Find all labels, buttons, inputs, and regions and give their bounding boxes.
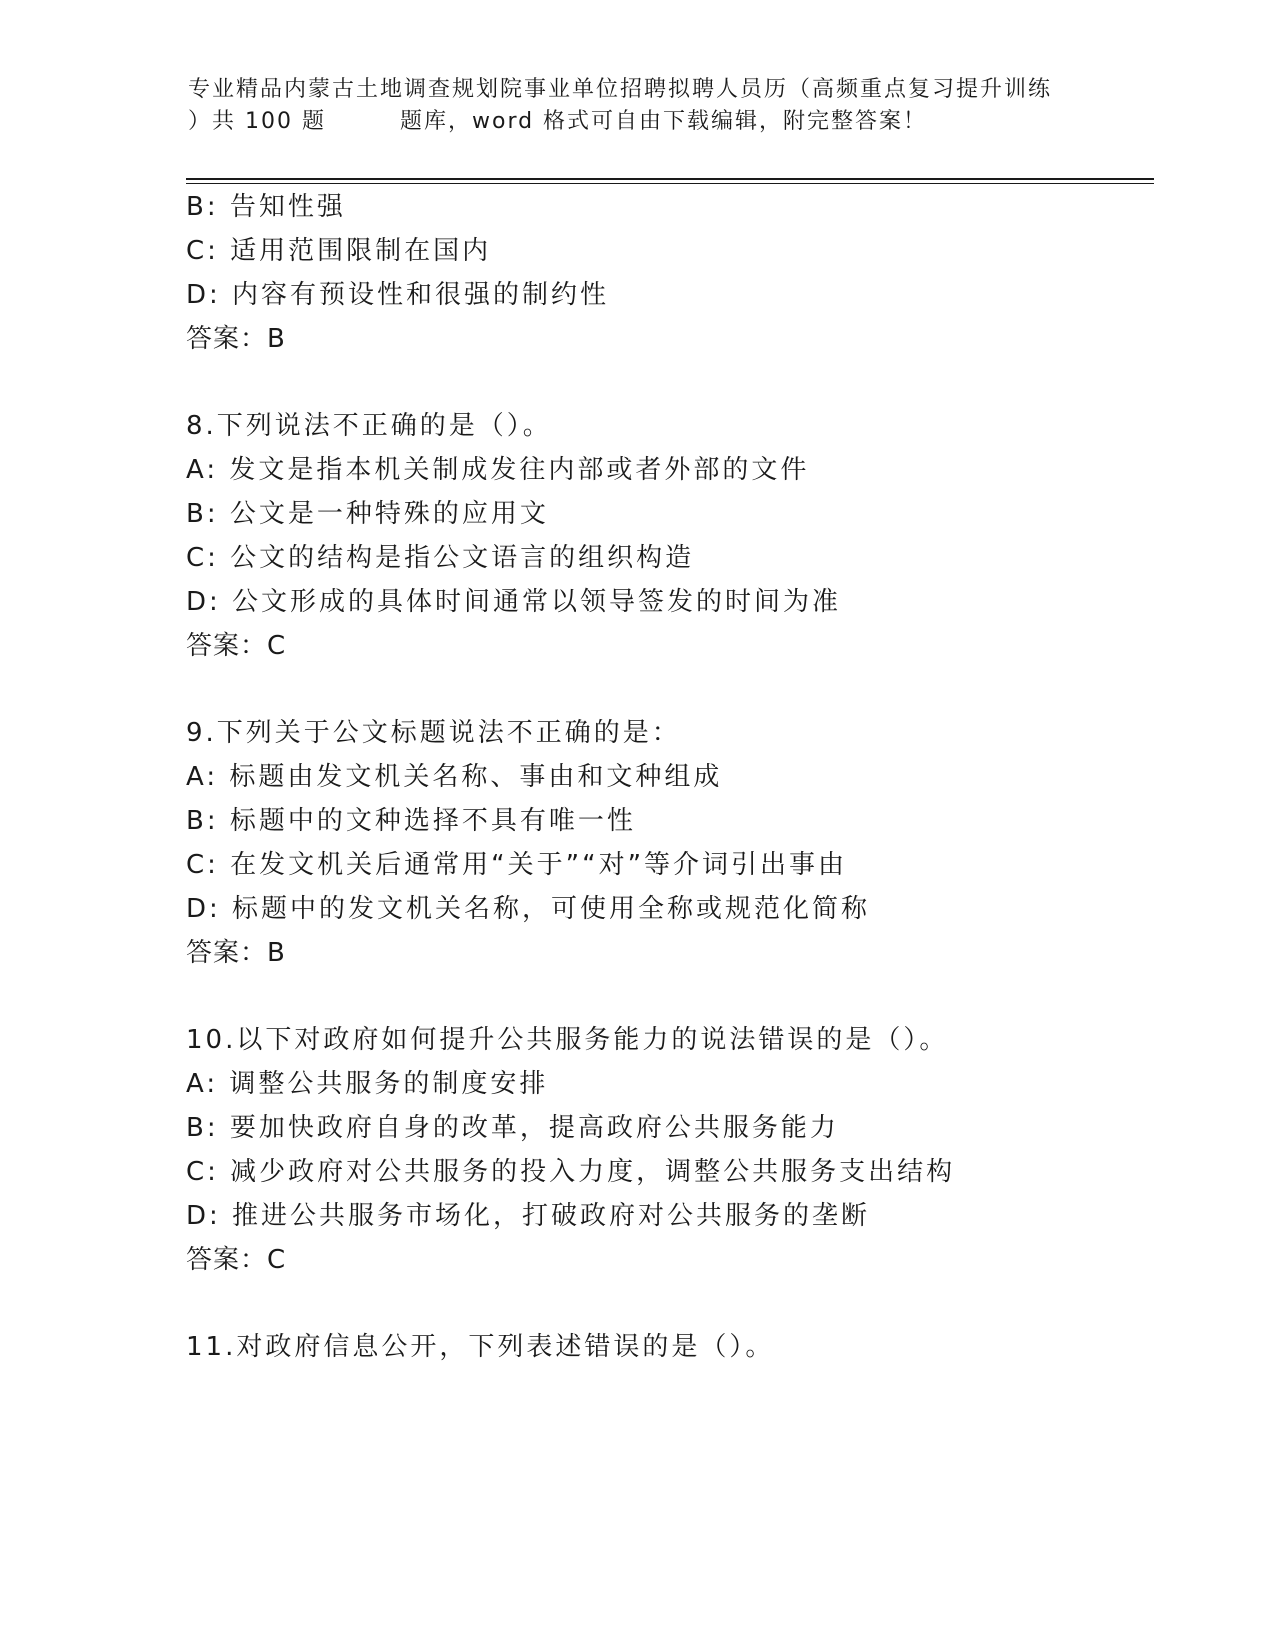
option-a: A: 调整公共服务的制度安排 [186, 1069, 549, 1099]
header-title-count: ）共 100 题 [188, 109, 326, 134]
header-title-line-2 [188, 106, 1088, 138]
option-c: C: 减少政府对公共服务的投入力度，调整公共服务支出结构 [186, 1157, 956, 1187]
question-stem: 9.下列关于公文标题说法不正确的是： [186, 718, 681, 748]
option-d: D: 推进公共服务市场化，打破政府对公共服务的垄断 [186, 1201, 871, 1231]
page-header [188, 74, 1088, 138]
question-stem: 11.对政府信息公开，下列表述错误的是（）。 [186, 1332, 775, 1362]
header-title-note: 题库，word 格式可自由下载编辑，附完整答案！ [399, 109, 928, 134]
header-divider-thin [186, 183, 1154, 184]
option-c: C: 适用范围限制在国内 [186, 236, 492, 266]
option-b: B: 标题中的文种选择不具有唯一性 [186, 806, 636, 836]
question-stem: 8.下列说法不正确的是（）。 [186, 411, 552, 441]
option-b: B: 公文是一种特殊的应用文 [186, 499, 549, 529]
answer: 答案：C [186, 631, 287, 661]
header-divider-thick [186, 178, 1154, 180]
option-a: A: 标题由发文机关名称、事由和文种组成 [186, 762, 723, 792]
option-d: D: 内容有预设性和很强的制约性 [186, 280, 610, 310]
option-c: C: 公文的结构是指公文语言的组织构造 [186, 543, 695, 573]
option-c: C: 在发文机关后通常用“关于”“对”等介词引出事由 [186, 850, 848, 880]
option-b: B: 要加快政府自身的改革，提高政府公共服务能力 [186, 1113, 839, 1143]
header-title-line-1: 专业精品内蒙古土地调查规划院事业单位招聘拟聘人员历（高频重点复习提升训练 [188, 77, 1053, 102]
option-d: D: 公文形成的具体时间通常以领导签发的时间为准 [186, 587, 842, 617]
option-d: D: 标题中的发文机关名称，可使用全称或规范化简称 [186, 894, 871, 924]
option-b: B: 告知性强 [186, 192, 346, 222]
answer: 答案：B [186, 938, 286, 968]
question-stem: 10.以下对政府如何提升公共服务能力的说法错误的是（）。 [186, 1025, 949, 1055]
answer: 答案：B [186, 324, 286, 354]
option-a: A: 发文是指本机关制成发往内部或者外部的文件 [186, 455, 810, 485]
answer: 答案：C [186, 1245, 287, 1275]
